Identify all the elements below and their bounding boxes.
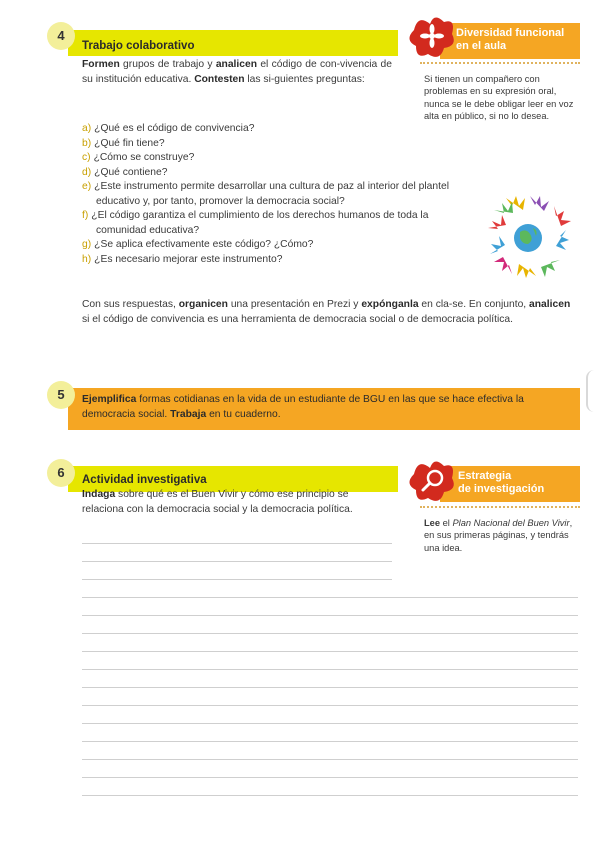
flower-icon xyxy=(404,12,458,62)
question-text: ¿Cómo se construye? xyxy=(93,152,195,163)
question-c xyxy=(82,151,462,166)
verb-lee: Lee xyxy=(424,518,441,528)
question-letter: c) xyxy=(82,152,91,163)
estrategia-text-a: el xyxy=(440,518,453,528)
answer-line[interactable] xyxy=(82,579,392,580)
activity4-title: Trabajo colaborativo xyxy=(82,40,195,52)
intro-text-3: las si-guientes preguntas: xyxy=(244,73,365,85)
activity6-text-body: sobre qué es el Buen Vivir y cómo ese principio se relaciona con la democracia social y la democracia política. xyxy=(82,489,353,515)
closing-text-3: en cla-se. En conjunto, xyxy=(418,299,530,310)
question-text: ¿Se aplica efectivamente este código? ¿Cómo? xyxy=(94,239,314,250)
activity5-text xyxy=(82,393,576,422)
answer-line[interactable] xyxy=(82,723,578,724)
answer-line[interactable] xyxy=(82,795,578,796)
verb-contesten: Contesten xyxy=(194,73,245,85)
estrategia-text-b: , en sus primeras páginas, y tendrás una idea. xyxy=(424,518,573,553)
activity4-number-badge xyxy=(47,22,75,50)
diversidad-title-line1: Diversidad funcional xyxy=(456,27,565,39)
answer-line[interactable] xyxy=(82,759,578,760)
answer-line[interactable] xyxy=(82,597,578,598)
question-f xyxy=(82,209,466,238)
verb-analicen-2: analicen xyxy=(529,299,571,310)
hands-globe-illustration xyxy=(478,188,578,288)
verb-formen: Formen xyxy=(82,59,120,70)
question-d xyxy=(82,166,462,181)
activity5-number-badge xyxy=(47,381,75,409)
diversidad-dotted-rule xyxy=(420,62,580,64)
question-text: ¿Es necesario mejorar este instrumento? xyxy=(94,253,283,265)
answer-line[interactable] xyxy=(82,615,578,616)
estrategia-text xyxy=(424,517,576,554)
question-letter: g) xyxy=(82,239,92,250)
question-letter: f) xyxy=(82,210,89,221)
diversidad-text: Si tienen un compañero con problemas en su expresión oral, nunca se le debe obligar leer en voz alta en público, si no lo desea. xyxy=(424,74,574,121)
answer-line[interactable] xyxy=(82,633,578,634)
question-b xyxy=(82,137,462,152)
question-a xyxy=(82,122,462,137)
activity6-title: Actividad investigativa xyxy=(82,474,207,486)
answer-line[interactable] xyxy=(82,669,578,670)
activity5-text-1: formas cotidianas en la vida de un estudiante de BGU en las que se hace efectiva la democracia social. xyxy=(82,394,524,420)
answer-line[interactable] xyxy=(82,741,578,742)
verb-exponganla: expónganla xyxy=(361,299,419,310)
closing-text-1: Con sus respuestas, xyxy=(82,299,179,310)
closing-text-4: si el código de convivencia es una herramienta de democracia social o de democracia política. xyxy=(82,313,513,325)
diversidad-title xyxy=(456,27,564,53)
right-edge-tab xyxy=(586,370,595,412)
verb-indaga: Indaga xyxy=(82,489,116,500)
intro-text-2: el código de con-vivencia de su institución educativa. xyxy=(82,59,392,85)
intro-text-1: grupos de trabajo y xyxy=(119,59,216,70)
question-letter: e) xyxy=(82,181,92,192)
question-text: ¿El código garantiza el cumplimiento de los derechos humanos de toda la comunidad educativa? xyxy=(91,210,429,236)
question-letter: b) xyxy=(82,137,92,149)
activity4-closing xyxy=(82,298,578,327)
question-h xyxy=(82,253,462,268)
magnifier-icon xyxy=(404,456,458,506)
question-g xyxy=(82,238,462,253)
question-letter: d) xyxy=(82,166,92,178)
answer-line[interactable] xyxy=(82,705,578,706)
answer-line[interactable] xyxy=(82,561,392,562)
diversidad-title-line2: en el aula xyxy=(456,40,507,52)
question-text: ¿Este instrumento permite desarrollar una cultura de paz al interior del plantel educativo y, por tanto, promover la democracia social? xyxy=(94,181,450,207)
question-text: ¿Qué es el código de convivencia? xyxy=(94,123,255,134)
question-letter: a) xyxy=(82,123,92,134)
activity5-number: 5 xyxy=(57,387,65,402)
activity6-text xyxy=(82,488,392,517)
estrategia-title-line2: de investigación xyxy=(458,483,545,495)
verb-organicen: organicen xyxy=(178,299,228,310)
question-letter: h) xyxy=(82,253,92,265)
estrategia-title-line1: Estrategia xyxy=(458,470,512,482)
question-text: ¿Qué fin tiene? xyxy=(94,137,165,149)
verb-ejemplifica: Ejemplifica xyxy=(82,394,137,405)
question-e xyxy=(82,180,476,209)
activity5-text-2: en tu cuaderno. xyxy=(206,408,281,420)
answer-line[interactable] xyxy=(82,543,392,544)
activity6-number-badge xyxy=(47,459,75,487)
verb-analicen: analicen xyxy=(215,59,258,70)
answer-line[interactable] xyxy=(82,777,578,778)
estrategia-title xyxy=(458,470,544,496)
question-text: ¿Qué contiene? xyxy=(94,166,168,178)
activity4-number: 4 xyxy=(57,28,65,43)
answer-line[interactable] xyxy=(82,687,578,688)
estrategia-dotted-rule xyxy=(420,506,580,508)
plan-title: Plan Nacional del Buen Vivir xyxy=(452,518,570,528)
activity6-number: 6 xyxy=(57,465,65,480)
questions-list xyxy=(82,122,462,267)
activity4-intro xyxy=(82,58,392,87)
verb-trabaja: Trabaja xyxy=(170,408,207,420)
answer-line[interactable] xyxy=(82,651,578,652)
closing-text-2: una presentación en Prezi y xyxy=(227,299,362,310)
